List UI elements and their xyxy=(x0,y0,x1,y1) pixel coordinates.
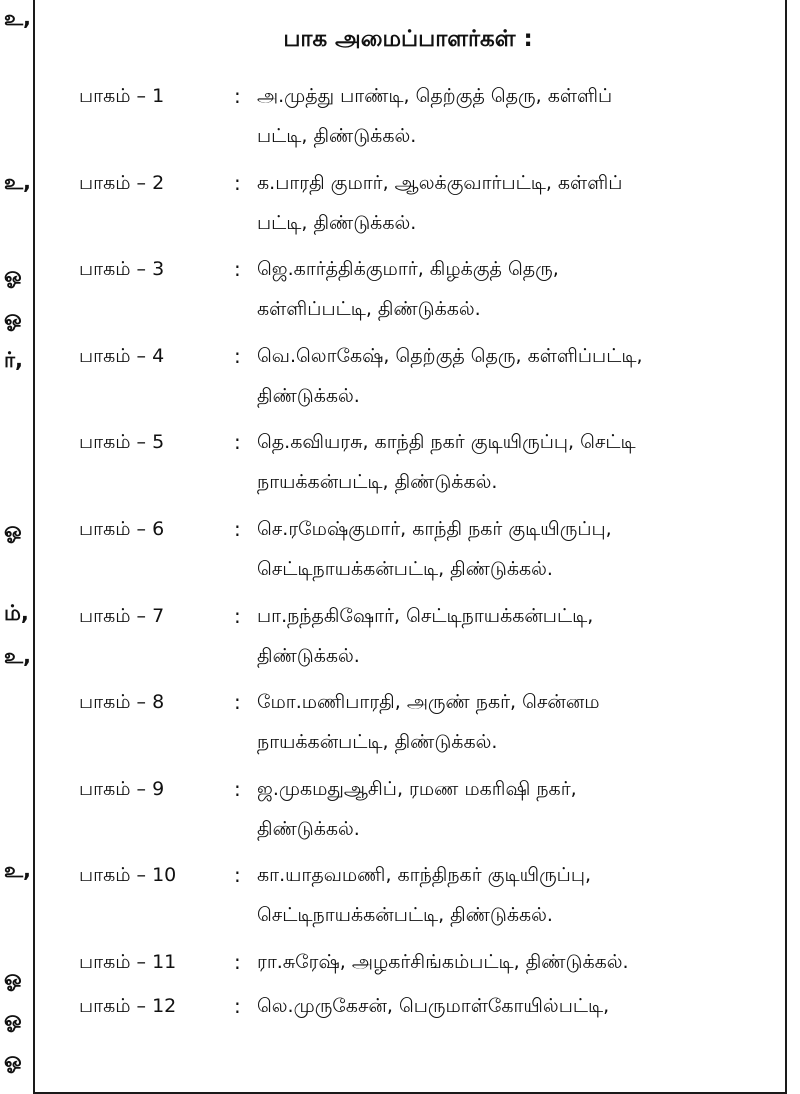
detail-line: க.பாரதி குமார், ஆலக்குவார்பட்டி, கள்ளிப் xyxy=(257,171,623,194)
section-heading: பாக அமைப்பாளர்கள் : xyxy=(283,26,533,52)
separator: : xyxy=(234,516,241,541)
organizer-details xyxy=(257,596,779,676)
separator: : xyxy=(234,603,241,628)
organizer-details xyxy=(257,942,779,982)
ward-label: பாகம் – 5 xyxy=(79,431,165,454)
ward-label: பாகம் – 11 xyxy=(79,950,177,973)
separator: : xyxy=(234,949,241,974)
detail-line: திண்டுக்கல். xyxy=(257,644,360,667)
ward-label: பாகம் – 8 xyxy=(79,691,165,714)
organizer-details xyxy=(257,336,779,416)
organizer-details xyxy=(257,986,779,1026)
separator: : xyxy=(234,84,241,108)
separator: : xyxy=(234,776,241,801)
column-mark: ம், xyxy=(4,601,29,625)
column-mark: உ, xyxy=(4,644,32,668)
list-item xyxy=(0,942,800,986)
detail-line: நாயக்கன்பட்டி, திண்டுக்கல். xyxy=(257,731,498,754)
column-mark: உ, xyxy=(4,858,32,882)
detail-line: திண்டுக்கல். xyxy=(257,817,360,840)
column-mark: ஓ xyxy=(4,1007,22,1031)
detail-line: செ.ரமேஷ்குமார், காந்தி நகர் குடியிருப்பு, xyxy=(257,517,612,540)
organizer-details xyxy=(257,163,779,243)
column-mark: ஓ xyxy=(4,966,22,990)
ward-label: பாகம் – 7 xyxy=(79,604,165,627)
list-item xyxy=(0,336,800,423)
detail-line: அ.முத்து பாண்டி, தெற்குத் தெரு, கள்ளிப் xyxy=(257,85,613,107)
separator: : xyxy=(234,993,241,1018)
list-item xyxy=(0,986,800,1030)
column-mark: ர், xyxy=(4,348,23,372)
detail-line: செட்டிநாயக்கன்பட்டி, திண்டுக்கல். xyxy=(257,904,553,927)
detail-line: ஜெ.கார்த்திக்குமார், கிழக்குத் தெரு, xyxy=(257,258,559,281)
column-mark: ஓ xyxy=(4,263,22,287)
organizer-details xyxy=(257,509,779,589)
list-item xyxy=(0,769,800,856)
ward-label: பாகம் – 10 xyxy=(79,864,177,887)
detail-line: லெ.முருகேசன், பெருமாள்கோயில்பட்டி, xyxy=(257,994,610,1017)
separator: : xyxy=(234,257,241,282)
list-item xyxy=(0,249,800,336)
organizer-details xyxy=(257,682,779,762)
detail-line: பா.நந்தகிஷோர், செட்டிநாயக்கன்பட்டி, xyxy=(257,604,594,627)
detail-line: வெ.லொகேஷ், தெற்குத் தெரு, கள்ளிப்பட்டி, xyxy=(257,344,643,367)
list-item xyxy=(0,682,800,769)
detail-line: பட்டி, திண்டுக்கல். xyxy=(257,211,417,234)
detail-line: கா.யாதவமணி, காந்திநகர் குடியிருப்பு, xyxy=(257,864,591,887)
detail-line: திண்டுக்கல். xyxy=(257,384,360,407)
ward-label: பாகம் – 1 xyxy=(79,85,165,107)
column-mark: ஓ xyxy=(4,1048,22,1072)
detail-line: கள்ளிப்பட்டி, திண்டுக்கல். xyxy=(257,298,481,321)
detail-line: நாயக்கன்பட்டி, திண்டுக்கல். xyxy=(257,471,498,494)
organizer-details xyxy=(257,855,779,935)
ward-label: பாகம் – 4 xyxy=(79,344,165,367)
detail-line: ஜ.முகமதுஆசிப், ரமண மகரிஷி நகர், xyxy=(257,777,577,800)
detail-line: செட்டிநாயக்கன்பட்டி, திண்டுக்கல். xyxy=(257,557,553,580)
ward-list xyxy=(0,76,800,1030)
column-mark: ஓ xyxy=(4,306,22,330)
detail-line: தெ.கவியரசு, காந்தி நகர் குடியிருப்பு, செட்டி xyxy=(257,431,636,454)
separator: : xyxy=(234,170,241,195)
column-mark: உ, xyxy=(4,170,32,194)
list-item xyxy=(0,509,800,596)
separator: : xyxy=(234,690,241,715)
list-item xyxy=(0,76,800,163)
ward-label: பாகம் – 9 xyxy=(79,777,165,800)
ward-label: பாகம் – 6 xyxy=(79,517,165,540)
column-mark: உ, xyxy=(4,6,32,30)
organizer-details xyxy=(257,769,779,849)
separator: : xyxy=(234,430,241,455)
ward-label: பாகம் – 12 xyxy=(79,994,177,1017)
organizer-details xyxy=(257,422,779,502)
detail-line: மோ.மணிபாரதி, அருண் நகர், சென்னம xyxy=(257,691,600,714)
list-item xyxy=(0,163,800,250)
organizer-details xyxy=(257,249,779,329)
separator: : xyxy=(234,343,241,368)
ward-label: பாகம் – 2 xyxy=(79,171,165,194)
organizer-details xyxy=(257,76,779,156)
list-item xyxy=(0,855,800,942)
separator: : xyxy=(234,863,241,888)
detail-line: பட்டி, திண்டுக்கல். xyxy=(257,125,417,147)
column-mark: ஓ xyxy=(4,518,22,542)
list-item xyxy=(0,422,800,509)
list-item xyxy=(0,596,800,683)
detail-line: ரா.சுரேஷ், அழகர்சிங்கம்பட்டி, திண்டுக்கல். xyxy=(257,950,629,973)
ward-label: பாகம் – 3 xyxy=(79,258,165,281)
